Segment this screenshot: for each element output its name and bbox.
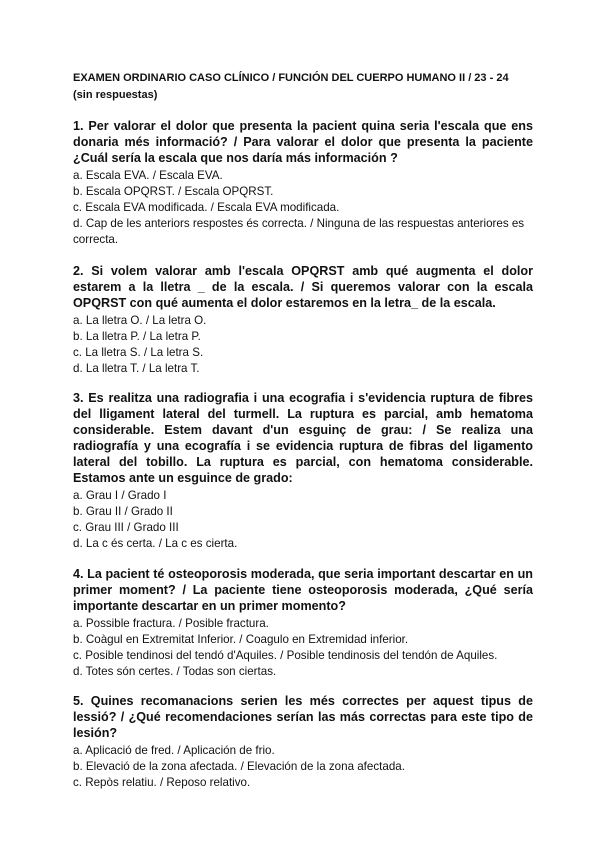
option-b: b. Grau II / Grado II <box>73 505 173 518</box>
question-4 <box>73 566 533 680</box>
question-1 <box>73 118 533 248</box>
option-d: d. Cap de les anteriors respostes és correcta. / Ninguna de las respuestas anteriores es correcta. <box>73 217 525 246</box>
option-b: b. Coàgul en Extremitat Inferior. / Coagulo en Extremidad inferior. <box>73 633 409 646</box>
option-c: c. Repòs relatiu. / Reposo relativo. <box>73 776 251 789</box>
question-text: 2. Si volem valorar amb l'escala OPQRST amb qué augmenta el dolor estarem a la lletra _ de la escala. / Si queremos valorar con la escala OPQRST con qué aumenta el dolor estaremos en la letra_ de la escala. <box>73 264 533 310</box>
option-d: d. La lletra T. / La letra T. <box>73 362 200 375</box>
exam-header <box>73 70 533 104</box>
question-5 <box>73 693 533 791</box>
question-text: 3. Es realitza una radiografia i una ecografia i s'evidencia ruptura de fibres del lligament lateral del turmell. La ruptura es parcial, amb hematoma considerable. Estem davant d'un esguinç de grau: / Se realiza una radiografía y una ecografía i se evidencia ruptura de fibras del ligamento lateral del tobillo. La ruptura es parcial, con hematoma considerable. Estamos ante un esguince de grado: <box>73 391 533 485</box>
answer-options <box>73 743 533 791</box>
question-3 <box>73 390 533 552</box>
option-d: d. La c és certa. / La c es cierta. <box>73 537 238 550</box>
question-text: 1. Per valorar el dolor que presenta la pacient quina seria l'escala que ens donaria més informació? / Para valorar el dolor que presenta la paciente ¿Cuál sería la escala que nos daría más información ? <box>73 119 533 165</box>
option-a: a. Escala EVA. / Escala EVA. <box>73 169 223 182</box>
answer-options <box>73 168 533 248</box>
option-b: b. Escala OPQRST. / Escala OPQRST. <box>73 185 274 198</box>
option-a: a. Grau I / Grado I <box>73 489 167 502</box>
option-c: c. Posible tendinosi del tendó d'Aquiles. / Posible tendinosis del tendón de Aquiles. <box>73 649 498 662</box>
option-a: a. La lletra O. / La letra O. <box>73 314 207 327</box>
answer-options <box>73 488 533 552</box>
exam-subtitle: (sin respuestas) <box>73 89 158 101</box>
option-c: c. La lletra S. / La letra S. <box>73 346 204 359</box>
option-a: a. Possible fractura. / Posible fractura. <box>73 617 269 630</box>
option-b: b. La lletra P. / La letra P. <box>73 330 201 343</box>
question-2 <box>73 263 533 377</box>
option-c: c. Grau III / Grado III <box>73 521 179 534</box>
option-a: a. Aplicació de fred. / Aplicación de frio. <box>73 744 275 757</box>
answer-options <box>73 616 533 680</box>
question-text: 5. Quines recomanacions serien les més correctes per aquest tipus de lessió? / ¿Qué recomendaciones serían las más correctas para este tipo de lesión? <box>73 694 533 740</box>
exam-title: EXAMEN ORDINARIO CASO CLÍNICO / FUNCIÓN DEL CUERPO HUMANO II / 23 - 24 <box>73 72 509 84</box>
option-c: c. Escala EVA modificada. / Escala EVA modificada. <box>73 201 340 214</box>
question-text: 4. La pacient té osteoporosis moderada, que seria important descartar en un primer moment? / La paciente tiene osteoporosis moderada, ¿Qué sería importante descartar en un primer momento? <box>73 567 533 613</box>
option-d: d. Totes són certes. / Todas son ciertas. <box>73 665 277 678</box>
option-b: b. Elevació de la zona afectada. / Elevación de la zona afectada. <box>73 760 405 773</box>
answer-options <box>73 313 533 377</box>
